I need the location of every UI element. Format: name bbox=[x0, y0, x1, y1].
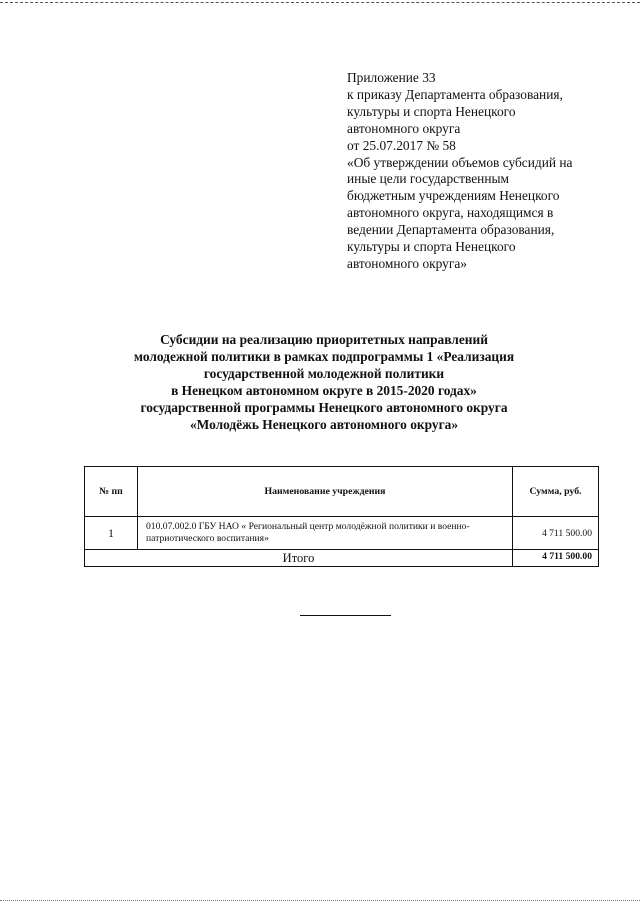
appendix-line: культуры и спорта Ненецкого bbox=[347, 239, 516, 255]
appendix-line: от 25.07.2017 № 58 bbox=[347, 137, 456, 153]
appendix-line: иные цели государственным bbox=[347, 171, 509, 187]
row-amount: 4 711 500.00 bbox=[513, 517, 599, 550]
table-header-row bbox=[85, 467, 599, 517]
scan-edge-top bbox=[0, 2, 640, 3]
subsidy-table bbox=[84, 466, 599, 567]
appendix-line: автономного округа bbox=[347, 120, 461, 136]
appendix-line: бюджетным учреждениям Ненецкого bbox=[347, 188, 560, 204]
title-line: Субсидии на реализацию приоритетных направлений bbox=[160, 332, 488, 347]
appendix-line: Приложение 33 bbox=[347, 70, 436, 85]
table-row bbox=[85, 517, 599, 550]
total-label: Итого bbox=[85, 550, 513, 567]
header-amount: Сумма, руб. bbox=[513, 467, 599, 517]
title-line: государственной молодежной политики bbox=[203, 365, 445, 381]
appendix-line: культуры и спорта Ненецкого bbox=[347, 103, 516, 119]
total-amount: 4 711 500.00 bbox=[513, 550, 599, 567]
appendix-line: «Об утверждении объемов субсидий на bbox=[347, 154, 573, 170]
appendix-block bbox=[347, 70, 617, 273]
header-institution: Наименование учреждения bbox=[138, 467, 513, 517]
appendix-line: ведении Департамента образования, bbox=[347, 222, 555, 238]
end-divider bbox=[300, 615, 391, 616]
row-institution-name: 010.07.002.0 ГБУ НАО « Региональный центр молодёжной политики и военно-патриотического воспитания» bbox=[138, 517, 513, 550]
table-total-row bbox=[85, 550, 599, 567]
header-number: № пп bbox=[85, 467, 138, 517]
title-line: молодежной политики в рамках подпрограммы 1 «Реализация bbox=[133, 348, 515, 364]
title-line: государственной программы Ненецкого автономного округа bbox=[140, 399, 508, 415]
appendix-line: к приказу Департамента образования, bbox=[347, 86, 563, 102]
appendix-line: автономного округа, находящимся в bbox=[347, 205, 554, 221]
appendix-line: автономного округа» bbox=[347, 255, 467, 271]
title-line: в Ненецком автономном округе в 2015-2020 годах» bbox=[171, 382, 477, 398]
document-title bbox=[100, 332, 548, 433]
scan-edge-bottom bbox=[0, 900, 640, 901]
title-line: «Молодёжь Ненецкого автономного округа» bbox=[189, 416, 459, 432]
row-number: 1 bbox=[85, 517, 138, 550]
